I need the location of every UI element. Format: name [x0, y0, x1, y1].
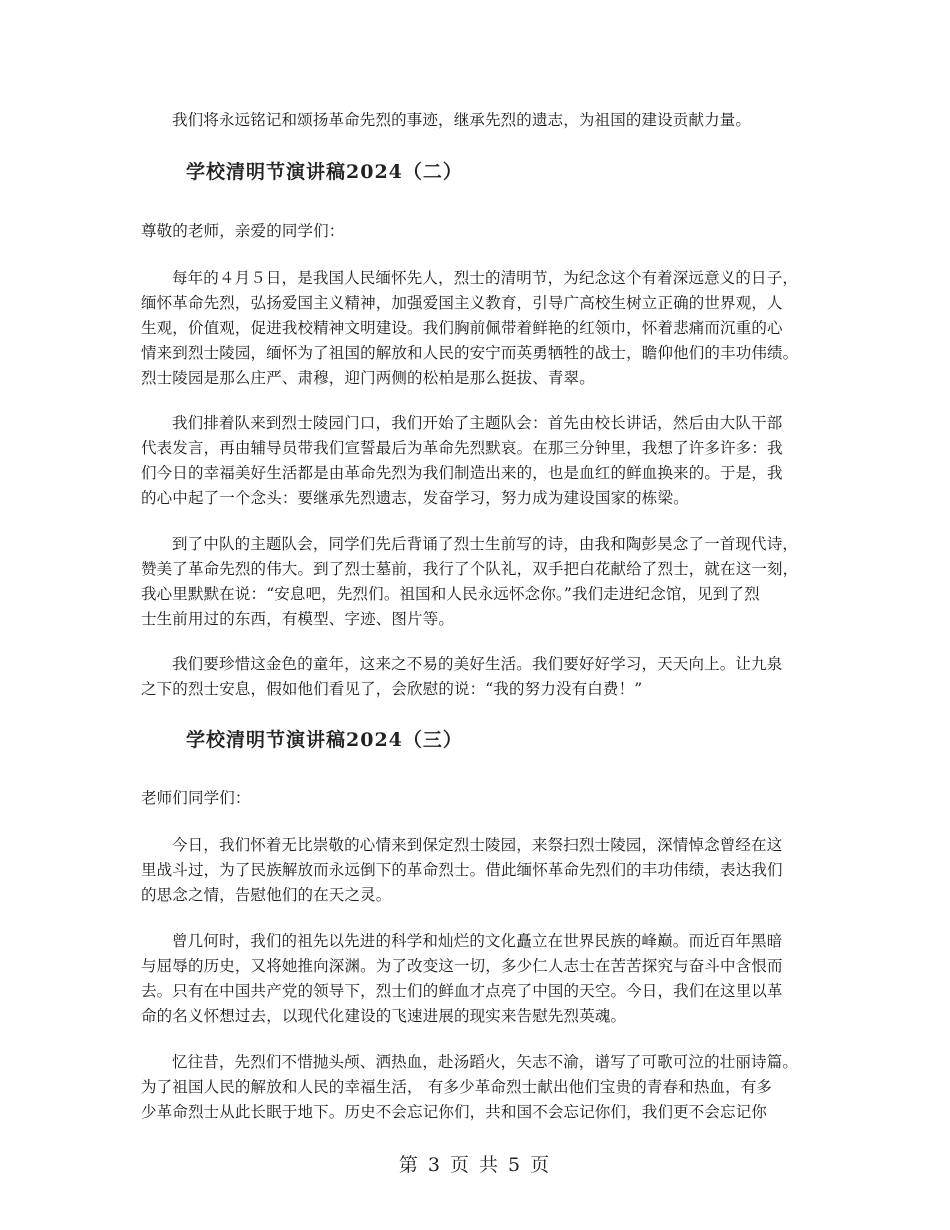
paragraph-line: 我们要珍惜这金色的童年，这来之不易的美好生活。我们要好好学习，天天向上。让九泉 [172, 655, 783, 673]
paragraph-line: 之下的烈士安息，假如他们看见了，会欣慰的说：“我的努力没有白费！” [141, 680, 643, 698]
paragraph-line: 的心中起了一个念头：要继承先烈遗志，发奋学习，努力成为建设国家的栋梁。 [141, 489, 689, 507]
paragraph-line: 为了祖国人民的解放和人民的幸福生活， 有多少革命烈士献出他们宝贵的青春和热血，有多 [141, 1078, 773, 1096]
paragraph-line: 生观，价值观，促进我校精神文明建设。我们胸前佩带着鲜艳的红领巾，怀着悲痛而沉重的心 [141, 319, 783, 337]
paragraph-line: 我们排着队来到烈士陵园门口，我们开始了主题队会：首先由校长讲话，然后由大队干部 [172, 414, 783, 432]
paragraph-line: 命的名义怀想过去，以现代化建设的飞速进展的现实来告慰先烈英魂。 [141, 1007, 627, 1025]
paragraph-line: 今日，我们怀着无比崇敬的心情来到保定烈士陵园，来祭扫烈士陵园，深情悼念曾经在这 [172, 836, 783, 854]
page-number-footer: 第 3 页 共 5 页 [398, 1154, 552, 1176]
section-heading: 学校清明节演讲稿2024（三） [186, 729, 463, 751]
greeting: 尊敬的老师，亲爱的同学们： [141, 222, 345, 240]
paragraph-line: 到了中队的主题队会，同学们先后背诵了烈士生前写的诗，由我和陶彭昊念了一首现代诗， [172, 535, 799, 553]
paragraph-line: 代表发言，再由辅导员带我们宣誓最后为革命先烈默哀。在那三分钟里，我想了许多许多：我 [141, 439, 783, 457]
paragraph-line: 每年的４月５日，是我国人民缅怀先人，烈士的清明节，为纪念这个有着深远意义的日子， [172, 269, 799, 287]
paragraph-line: 的思念之情，告慰他们的在天之灵。 [141, 886, 392, 904]
paragraph-line: 少革命烈士从此长眠于地下。历史不会忘记你们，共和国不会忘记你们，我们更不会忘记你 [141, 1103, 768, 1121]
paragraph-line: 我心里默默在说：“安息吧，先烈们。祖国和人民永远怀念你。”我们走进纪念馆，见到了烈 [141, 585, 760, 603]
paragraph-line: 情来到烈士陵园，缅怀为了祖国的解放和人民的安宁而英勇牺牲的战士，瞻仰他们的丰功伟绩。 [141, 344, 799, 362]
paragraph-line: 缅怀革命先烈，弘扬爱国主义精神，加强爱国主义教育，引导广高校生树立正确的世界观，人 [141, 294, 783, 312]
section-heading: 学校清明节演讲稿2024（二） [186, 161, 463, 183]
greeting: 老师们同学们： [141, 789, 251, 807]
paragraph-line: 们今日的幸福美好生活都是由革命先烈为我们制造出来的，也是血红的鲜血换来的。于是，我 [141, 464, 783, 482]
closing-sentence: 我们将永远铭记和颂扬革命先烈的事迹，继承先烈的遗志，为祖国的建设贡献力量。 [172, 111, 752, 129]
paragraph-line: 里战斗过，为了民族解放而永远倒下的革命烈士。借此缅怀革命先烈们的丰功伟绩，表达我们 [141, 861, 783, 879]
paragraph-line: 烈士陵园是那么庄严、肃穆，迎门两侧的松柏是那么挺拔、青翠。 [141, 369, 595, 387]
paragraph-line: 士生前用过的东西，有模型、字迹、图片等。 [141, 610, 455, 628]
paragraph-line: 与屈辱的历史，又将她推向深渊。为了改变这一切，多少仁人志士在苦苦探究与奋斗中含恨而 [141, 957, 783, 975]
paragraph-line: 曾几何时，我们的祖先以先进的科学和灿烂的文化矗立在世界民族的峰巅。而近百年黑暗 [172, 932, 783, 950]
paragraph-line: 忆往昔，先烈们不惜抛头颅、洒热血，赴汤蹈火，矢志不渝，谱写了可歌可泣的壮丽诗篇。 [172, 1053, 799, 1071]
paragraph-line: 去。只有在中国共产党的领导下，烈士们的鲜血才点亮了中国的天空。今日，我们在这里以革 [141, 982, 783, 1000]
paragraph-line: 赞美了革命先烈的伟大。到了烈士墓前，我行了个队礼，双手把白花献给了烈士，就在这一刻， [141, 560, 799, 578]
